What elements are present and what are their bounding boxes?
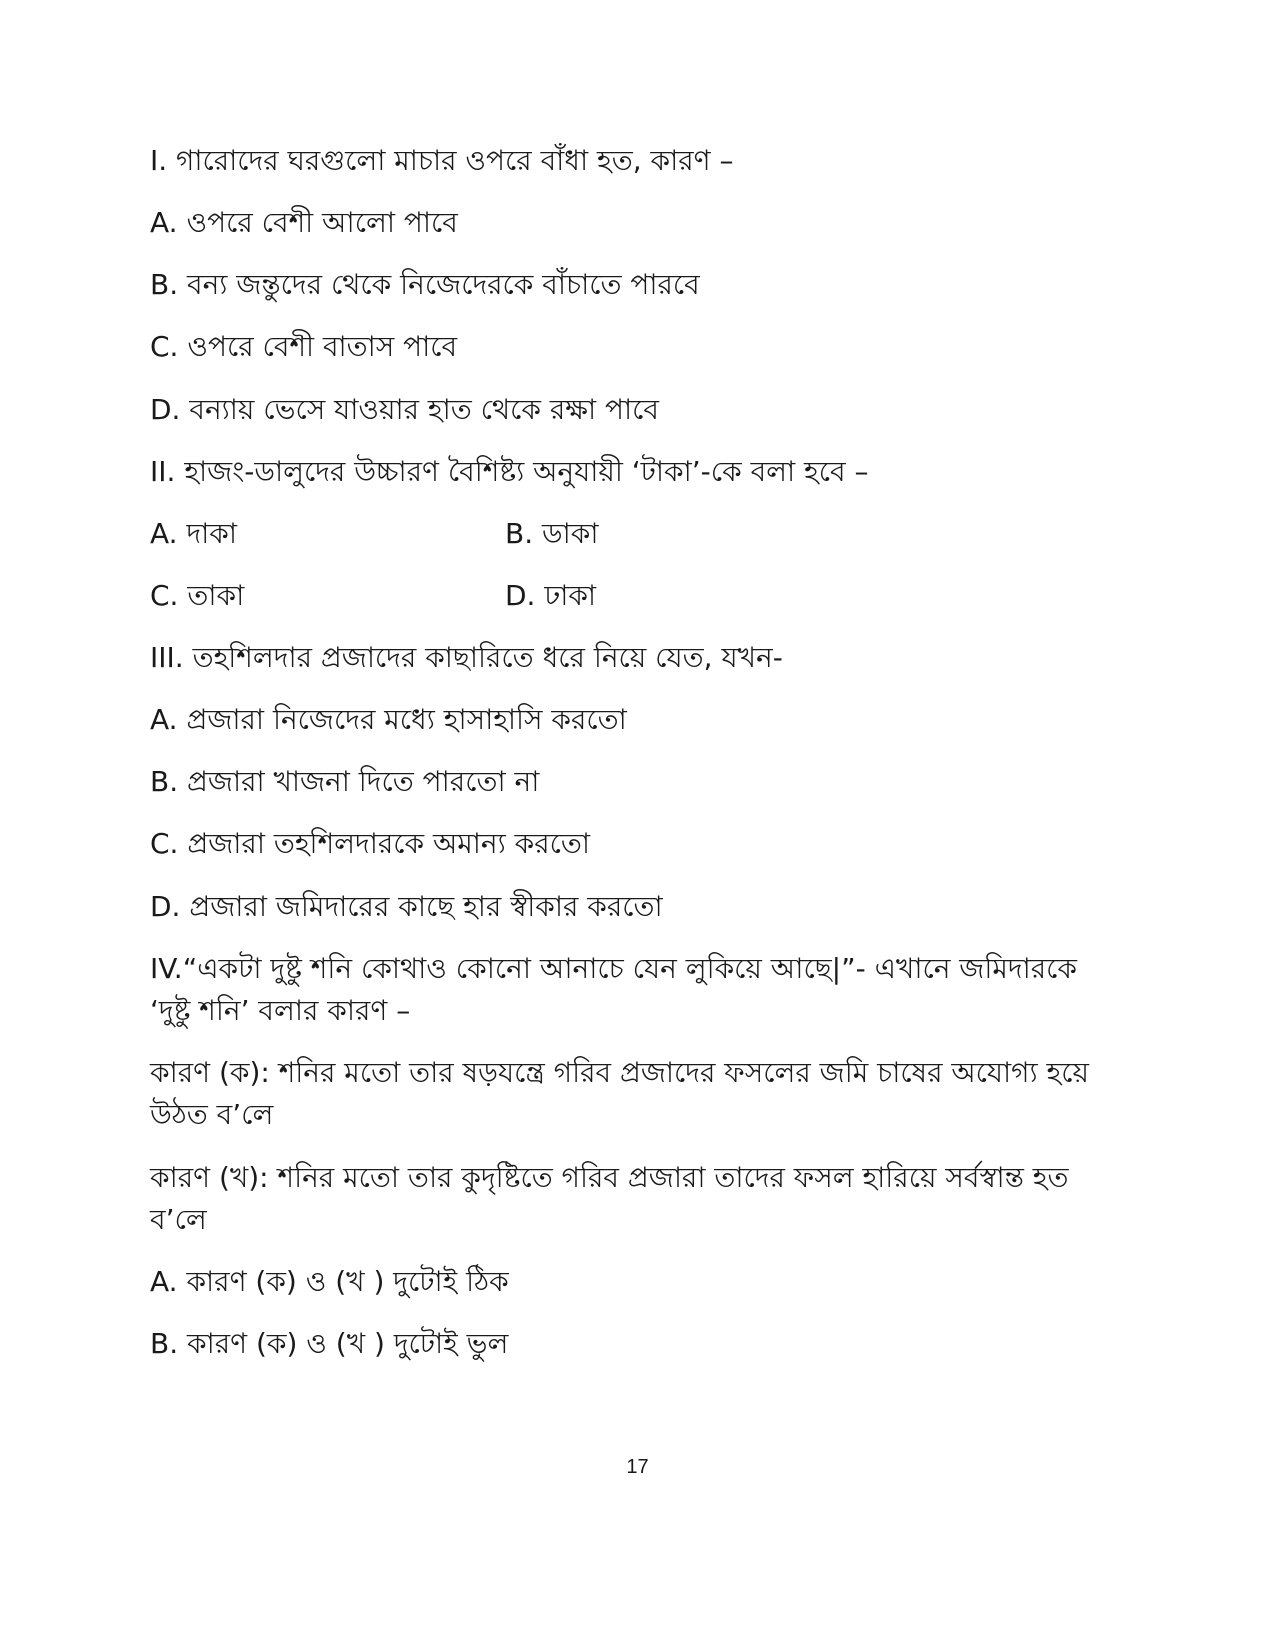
q2-option-b: B. ডাকা: [505, 517, 599, 550]
q2-option-d: D. ঢাকা: [505, 579, 597, 612]
q3-option-a: A. প্রজারা নিজেদের মধ্যে হাসাহাসি করতো: [150, 703, 627, 736]
q1-option-c: C. ওপরে বেশী বাতাস পাবে: [150, 330, 458, 363]
q2-option-c: C. তাকা: [150, 579, 245, 612]
q3-option-b: B. প্রজারা খাজনা দিতে পারতো না: [150, 765, 540, 798]
q1-option-b: B. বন্য জন্তুদের থেকে নিজেদেরকে বাঁচাতে পারবে: [150, 268, 700, 301]
q4-reason-ka: কারণ (ক): শনির মতো তার ষড়যন্ত্রে গরিব প্রজাদের ফসলের জমি চাষের অযোগ্য হয়ে উঠত ব’লে: [150, 1056, 1089, 1131]
question-4: IV.“একটা দুষ্টু শনি কোথাও কোনো আনাচে যেন লুকিয়ে আছে|”- এখানে জমিদারকে ‘দুষ্টু শনি’ বলার কারণ –: [150, 952, 1077, 1027]
question-3: III. তহশিলদার প্রজাদের কাছারিতে ধরে নিয়ে যেত, যখন-: [150, 641, 783, 674]
q4-reason-kha: কারণ (খ): শনির মতো তার কুদৃষ্টিতে গরিব প্রজারা তাদের ফসল হারিয়ে সর্বস্বান্ত হত ব’লে: [150, 1161, 1069, 1236]
question-2: II. হাজং-ডালুদের উচ্চারণ বৈশিষ্ট্য অনুযায়ী ‘টাকা’-কে বলা হবে –: [150, 455, 869, 488]
q1-option-a: A. ওপরে বেশী আলো পাবে: [150, 206, 458, 239]
q4-option-b: B. কারণ (ক) ও (খ ) দুটোই ভুল: [150, 1327, 509, 1360]
q4-option-a: A. কারণ (ক) ও (খ ) দুটোই ঠিক: [150, 1265, 509, 1298]
question-1: I. গারোদের ঘরগুলো মাচার ওপরে বাঁধা হত, কারণ –: [150, 144, 734, 177]
q3-option-c: C. প্রজারা তহশিলদারকে অমান্য করতো: [150, 827, 590, 860]
q2-option-a: A. দাকা: [150, 517, 238, 550]
q1-option-d: D. বন্যায় ভেসে যাওয়ার হাত থেকে রক্ষা পাবে: [150, 393, 659, 426]
page-number: 17: [626, 1456, 649, 1478]
q3-option-d: D. প্রজারা জমিদারের কাছে হার স্বীকার করতো: [150, 890, 663, 923]
